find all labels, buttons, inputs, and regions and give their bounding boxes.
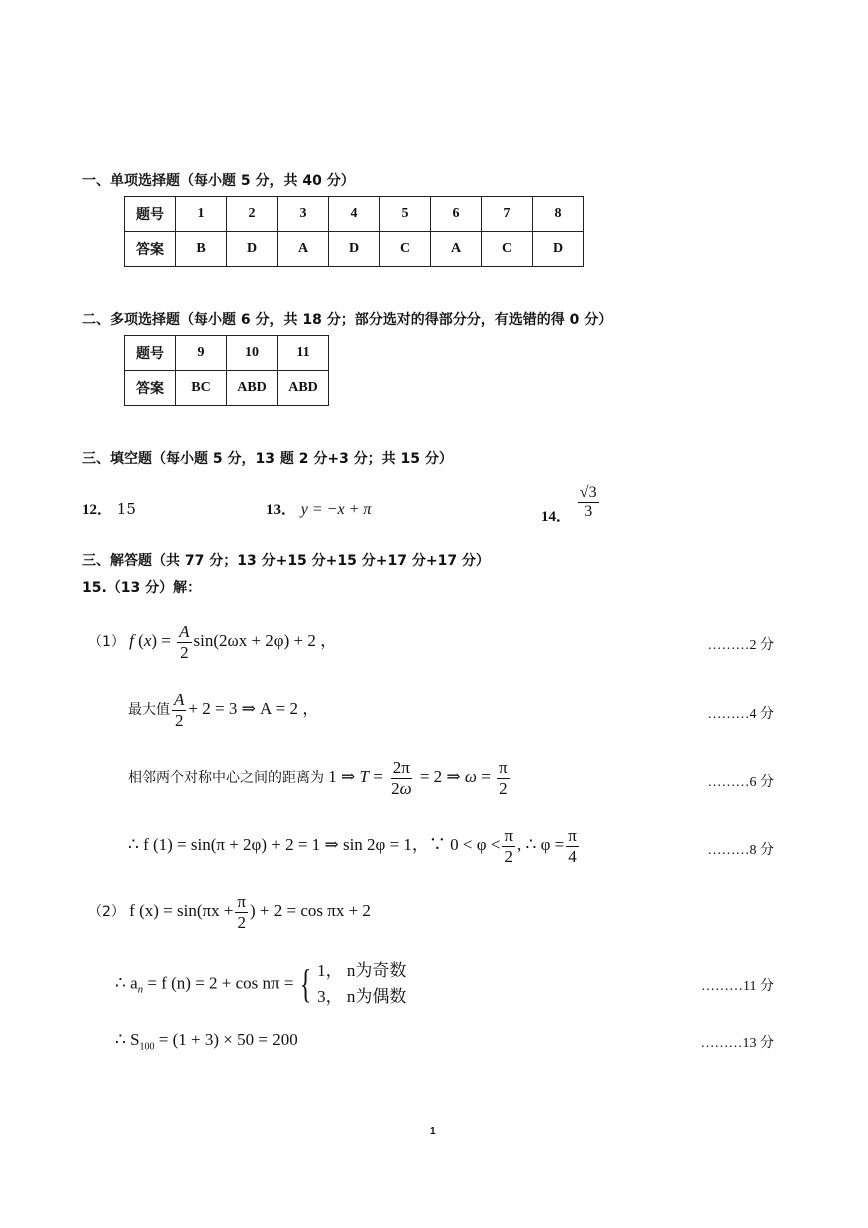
table-row bbox=[125, 336, 329, 371]
table-cell: 3 bbox=[278, 197, 329, 232]
question-number: 14． bbox=[541, 508, 572, 525]
solution-line-3: 相邻两个对称中心之间的距离为 1 ⇒ T = $\frac{2\pi}{2\omega}$ = 2 ⇒ ω = $\frac{\pi}{2}$ bbox=[128, 758, 508, 798]
table-cell: 9 bbox=[176, 336, 227, 371]
formula-text: ∴ f (1) = sin(π + 2φ) + 2 = 1 ⇒ sin 2φ = 1，∵ 0 < φ < bbox=[128, 834, 501, 854]
score-mark: ………2 分 bbox=[707, 638, 774, 653]
label-text: 相邻两个对称中心之间的距离为 bbox=[128, 769, 324, 786]
table-header-cell: 题号 bbox=[125, 336, 176, 371]
label-text: 最大值 bbox=[128, 701, 170, 718]
fraction-pi-over-4: $\frac{\pi}{4}$ bbox=[568, 826, 577, 866]
subscript: 100 bbox=[139, 1041, 155, 1053]
table-cell: D bbox=[329, 232, 380, 267]
table-cell: B bbox=[176, 232, 227, 267]
section-4-title: 三、解答题（共 77 分；13 分+15 分+15 分+17 分+17 分） bbox=[82, 553, 490, 569]
formula-text: ∴ a bbox=[115, 973, 138, 993]
solution-line-7 bbox=[115, 1030, 298, 1052]
table-row bbox=[125, 232, 584, 267]
table-cell: A bbox=[278, 232, 329, 267]
solution-line-6 bbox=[115, 958, 406, 1011]
table-header-cell: 题号 bbox=[125, 197, 176, 232]
table-header-cell: 答案 bbox=[125, 232, 176, 267]
fraction-pi-over-2: $\frac{\pi}{2}$ bbox=[499, 758, 508, 798]
fill-answer-12 bbox=[82, 498, 136, 519]
table-cell: 1 bbox=[176, 197, 227, 232]
formula-text: , ∴ φ = bbox=[517, 834, 565, 854]
subscript: n bbox=[137, 983, 144, 996]
section-3-title: 三、填空题（每小题 5 分，13 题 2 分+3 分；共 15 分） bbox=[82, 451, 453, 467]
fraction-denominator: 3 bbox=[584, 503, 593, 521]
table-cell: 5 bbox=[380, 197, 431, 232]
part-label: （1） bbox=[88, 633, 125, 650]
fraction-a-over-2: $\frac{A}{2}$ bbox=[174, 690, 185, 730]
answer-table-1 bbox=[124, 196, 584, 267]
table-cell: 6 bbox=[431, 197, 482, 232]
table-cell: A bbox=[431, 232, 482, 267]
piecewise-cases bbox=[317, 958, 406, 1011]
table-cell: 4 bbox=[329, 197, 380, 232]
score-mark: ………4 分 bbox=[707, 707, 774, 722]
table-cell: C bbox=[482, 232, 533, 267]
solution-line-4 bbox=[128, 826, 581, 866]
formula-text: sin(2ωx + 2φ) + 2 ， bbox=[193, 630, 338, 650]
formula-text: = f (n) = 2 + cos nπ = bbox=[147, 973, 294, 993]
table-cell: 11 bbox=[278, 336, 329, 371]
fraction-numerator: √3 bbox=[578, 484, 599, 503]
table-cell: 2 bbox=[227, 197, 278, 232]
answer-value: y = −x + π bbox=[300, 501, 372, 518]
table-row bbox=[125, 197, 584, 232]
table-cell: ABD bbox=[227, 371, 278, 406]
solution-line-1: （1） f (x) = $\frac{A}{2}$ sin(2ωx + 2φ) + 2 ， bbox=[88, 622, 338, 662]
part-label: （2） bbox=[88, 903, 125, 920]
case-odd: 1， n为奇数 bbox=[317, 961, 407, 980]
score-mark: ………6 分 bbox=[707, 775, 774, 790]
table-cell: 7 bbox=[482, 197, 533, 232]
formula-text: ∴ S bbox=[115, 1030, 140, 1049]
page-number: 1 bbox=[430, 1126, 436, 1137]
case-even: 3， n为偶数 bbox=[317, 987, 407, 1007]
answer-fraction bbox=[578, 484, 599, 522]
brace-symbol: { bbox=[299, 961, 312, 1007]
fill-answer-14 bbox=[541, 484, 601, 525]
formula-text: = (1 + 3) × 50 = 200 bbox=[158, 1030, 298, 1049]
question-number: 13． bbox=[266, 502, 297, 518]
table-row bbox=[125, 371, 329, 406]
score-mark: ………13 分 bbox=[700, 1036, 774, 1051]
table-cell: ABD bbox=[278, 371, 329, 406]
formula-text: f (x) = sin(πx + bbox=[129, 900, 234, 920]
table-cell: D bbox=[533, 232, 584, 267]
score-mark: ………11 分 bbox=[701, 979, 774, 994]
score-mark: ………8 分 bbox=[707, 843, 774, 858]
question-number: 12． bbox=[82, 502, 113, 518]
section-2-title: 二、多项选择题（每小题 6 分，共 18 分；部分选对的得部分分，有选错的得 0 分） bbox=[82, 312, 613, 328]
section-1-title: 一、单项选择题（每小题 5 分，共 40 分） bbox=[82, 173, 355, 189]
table-cell: C bbox=[380, 232, 431, 267]
table-cell: D bbox=[227, 232, 278, 267]
question-15-heading: 15.（13 分）解： bbox=[82, 580, 202, 596]
table-cell: 8 bbox=[533, 197, 584, 232]
table-cell: 10 bbox=[227, 336, 278, 371]
table-cell: BC bbox=[176, 371, 227, 406]
answer-value: 15 bbox=[116, 500, 136, 518]
formula-text: ) + 2 = cos πx + 2 bbox=[250, 900, 371, 920]
answer-table-2 bbox=[124, 335, 329, 406]
fraction-pi-over-2: $\frac{\pi}{2}$ bbox=[504, 826, 514, 866]
solution-line-2 bbox=[128, 690, 319, 730]
solution-line-5 bbox=[88, 892, 371, 932]
fraction-pi-over-2: $\frac{\pi}{2}$ bbox=[237, 892, 247, 932]
table-header-cell: 答案 bbox=[125, 371, 176, 406]
fraction-a-over-2: $\frac{A}{2}$ bbox=[179, 622, 190, 662]
formula-text: + 2 = 3 ⇒ A = 2 ， bbox=[188, 698, 320, 718]
fraction-2pi-over-2omega: $\frac{2\pi}{2\omega}$ bbox=[391, 758, 412, 798]
fill-answer-13 bbox=[266, 498, 371, 519]
